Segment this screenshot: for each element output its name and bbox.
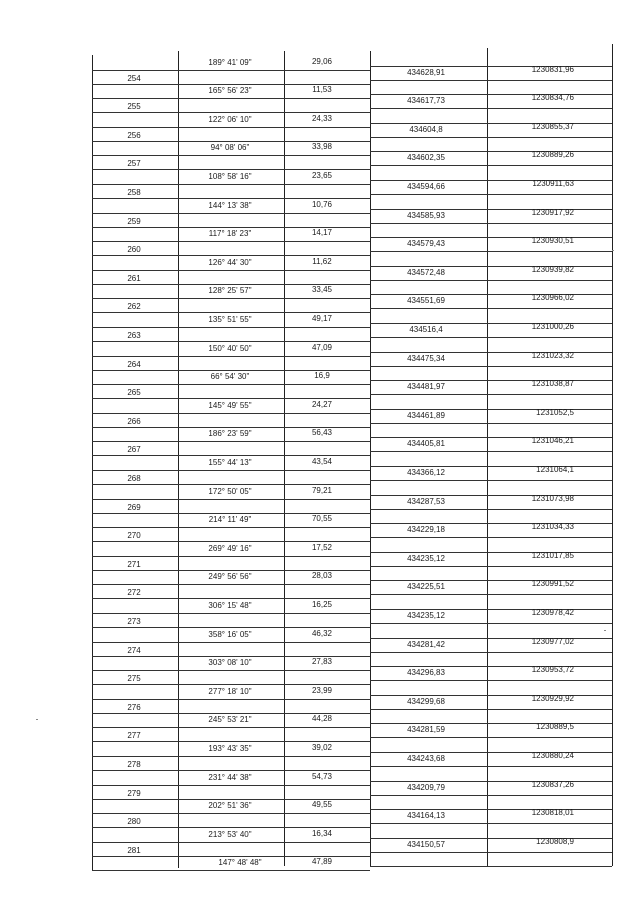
point-number: 261 xyxy=(127,274,141,283)
coordinate-x: 434475,34 xyxy=(407,354,445,363)
coordinate-y: 1231023,32 xyxy=(531,351,574,360)
direction-angle: 128° 25' 57" xyxy=(208,286,252,295)
coordinate-y: 1230837,26 xyxy=(531,780,574,789)
segment-length: 14,17 xyxy=(311,228,333,237)
row-border xyxy=(92,184,370,185)
coordinate-x: 434366,12 xyxy=(407,468,445,477)
direction-angle: 145° 49' 55" xyxy=(208,401,252,410)
row-border xyxy=(370,337,612,338)
point-number: 269 xyxy=(127,503,141,512)
coordinate-y: 1230808,9 xyxy=(536,837,574,846)
segment-length: 23,65 xyxy=(311,171,333,180)
point-number: 260 xyxy=(127,245,141,254)
segment-length: 33,45 xyxy=(311,285,333,294)
row-border xyxy=(92,356,370,357)
direction-angle: 213° 53' 40" xyxy=(208,830,252,839)
row-border xyxy=(370,423,612,424)
row-border xyxy=(92,70,370,71)
segment-length: 39,02 xyxy=(311,743,333,752)
direction-angle: 66° 54' 30" xyxy=(210,372,250,381)
segment-length: 49,55 xyxy=(311,800,333,809)
point-number: 267 xyxy=(127,445,141,454)
row-border xyxy=(92,613,370,614)
point-number: 279 xyxy=(127,789,141,798)
direction-angle: 117° 18' 23" xyxy=(208,229,252,238)
coordinate-x: 434585,93 xyxy=(407,211,445,220)
coordinate-x: 434579,43 xyxy=(407,239,445,248)
coordinate-y: 1230917,92 xyxy=(531,208,574,217)
row-border xyxy=(370,480,612,481)
coordinate-y: 1230977,02 xyxy=(531,637,574,646)
column-border xyxy=(92,55,93,871)
row-border xyxy=(370,394,612,395)
direction-angle: 147° 48' 48" xyxy=(218,858,262,867)
direction-angle: 245° 53' 21" xyxy=(208,715,252,724)
row-border xyxy=(92,341,370,342)
segment-length: 33,98 xyxy=(311,142,333,151)
direction-angle: 214° 11' 49" xyxy=(208,515,252,524)
column-border xyxy=(487,48,488,866)
segment-length: 24,27 xyxy=(311,400,333,409)
row-border xyxy=(92,699,370,700)
row-border xyxy=(370,308,612,309)
segment-length: 46,32 xyxy=(311,629,333,638)
coordinate-y: 1230966,02 xyxy=(531,293,574,302)
coordinate-x: 434461,89 xyxy=(407,411,445,420)
point-number: 255 xyxy=(127,102,141,111)
direction-angle: 306° 15' 48" xyxy=(208,601,252,610)
row-border xyxy=(92,756,370,757)
column-border xyxy=(370,51,371,866)
segment-length: 10,76 xyxy=(311,200,333,209)
row-border xyxy=(92,584,370,585)
point-number: 272 xyxy=(127,588,141,597)
row-border xyxy=(92,98,370,99)
segment-length: 43,54 xyxy=(311,457,333,466)
direction-angle: 249° 56' 56" xyxy=(208,572,252,581)
coordinate-x: 434604,8 xyxy=(409,125,443,134)
point-number: 259 xyxy=(127,217,141,226)
segment-length: 27,83 xyxy=(311,657,333,666)
coordinate-y: 1231000,26 xyxy=(531,322,574,331)
row-border xyxy=(370,823,612,824)
coordinate-y: 1230818,01 xyxy=(531,808,574,817)
segment-length: 47,09 xyxy=(311,343,333,352)
column-border xyxy=(284,51,285,866)
row-border xyxy=(370,137,612,138)
point-number: 276 xyxy=(127,703,141,712)
row-border xyxy=(92,770,370,771)
point-number: 271 xyxy=(127,560,141,569)
coordinate-y: 1230834,76 xyxy=(531,93,574,102)
scan-speck xyxy=(612,250,614,251)
direction-angle: 231° 44' 38" xyxy=(208,773,252,782)
segment-length: 16,25 xyxy=(311,600,333,609)
row-border xyxy=(370,795,612,796)
coordinate-y: 1230953,72 xyxy=(531,665,574,674)
coordinate-x: 434235,12 xyxy=(407,554,445,563)
row-border xyxy=(92,312,370,313)
direction-angle: 150° 40' 50" xyxy=(208,344,252,353)
direction-angle: 269° 49' 16" xyxy=(208,544,252,553)
row-border xyxy=(92,298,370,299)
coordinate-y: 1230911,63 xyxy=(532,179,574,188)
segment-length: 70,55 xyxy=(311,514,333,523)
coordinate-x: 434551,69 xyxy=(407,296,445,305)
point-number: 277 xyxy=(127,731,141,740)
coordinate-x: 434225,51 xyxy=(407,582,445,591)
coordinate-y: 1230978,42 xyxy=(531,608,574,617)
point-number: 256 xyxy=(127,131,141,140)
segment-length: 47,89 xyxy=(311,857,333,866)
point-number: 273 xyxy=(127,617,141,626)
direction-angle: 189° 41' 09" xyxy=(208,58,252,67)
coordinate-x: 434628,91 xyxy=(407,68,445,77)
coordinate-y: 1230939,82 xyxy=(531,265,574,274)
row-border xyxy=(370,280,612,281)
direction-angle: 108° 58' 16" xyxy=(208,172,252,181)
row-border xyxy=(370,223,612,224)
row-border xyxy=(92,627,370,628)
segment-length: 28,03 xyxy=(311,571,333,580)
segment-length: 29,06 xyxy=(311,57,333,66)
coordinate-x: 434296,83 xyxy=(407,668,445,677)
row-border xyxy=(370,80,612,81)
row-border xyxy=(92,684,370,685)
row-border xyxy=(92,670,370,671)
row-border xyxy=(92,484,370,485)
row-border xyxy=(92,842,370,843)
coordinate-y: 1231034,33 xyxy=(531,522,574,531)
row-border xyxy=(370,366,612,367)
point-number: 274 xyxy=(127,646,141,655)
coordinate-x: 434572,48 xyxy=(407,268,445,277)
row-border xyxy=(92,155,370,156)
row-border xyxy=(370,251,612,252)
coordinate-x: 434594,66 xyxy=(407,182,445,191)
point-number: 275 xyxy=(127,674,141,683)
row-border xyxy=(370,680,612,681)
coordinate-y: 1230991,52 xyxy=(531,579,574,588)
row-border xyxy=(92,598,370,599)
row-border xyxy=(92,241,370,242)
coordinate-y: 1231017,85 xyxy=(531,551,574,560)
coordinate-x: 434617,73 xyxy=(407,96,445,105)
row-border xyxy=(92,441,370,442)
row-border xyxy=(370,623,612,624)
direction-angle: 172° 50' 05" xyxy=(208,487,252,496)
row-border xyxy=(92,870,370,871)
segment-length: 79,21 xyxy=(311,486,333,495)
row-border xyxy=(92,827,370,828)
coordinate-y: 1230889,26 xyxy=(531,150,574,159)
row-border xyxy=(92,384,370,385)
scan-speck xyxy=(36,719,38,720)
row-border xyxy=(370,737,612,738)
row-border xyxy=(370,709,612,710)
segment-length: 16,34 xyxy=(311,829,333,838)
point-number: 268 xyxy=(127,474,141,483)
coordinate-x: 434243,68 xyxy=(407,754,445,763)
column-border xyxy=(612,44,613,866)
coordinate-y: 1231064,1 xyxy=(536,465,574,474)
row-border xyxy=(92,169,370,170)
segment-length: 11,62 xyxy=(312,257,332,266)
coordinate-y: 1231046,21 xyxy=(531,436,574,445)
coordinate-y: 1230880,24 xyxy=(531,751,574,760)
coordinate-y: 1231073,98 xyxy=(531,494,574,503)
coordinate-x: 434281,59 xyxy=(407,725,445,734)
row-border xyxy=(92,785,370,786)
column-border xyxy=(178,51,179,868)
coordinate-x: 434405,81 xyxy=(407,439,445,448)
row-border xyxy=(370,594,612,595)
coordinate-y: 1231052,5 xyxy=(536,408,574,417)
point-number: 262 xyxy=(127,302,141,311)
point-number: 281 xyxy=(127,846,141,855)
point-number: 263 xyxy=(127,331,141,340)
row-border xyxy=(370,537,612,538)
segment-length: 24,33 xyxy=(311,114,333,123)
coordinate-y: 1231038,87 xyxy=(531,379,574,388)
row-border xyxy=(370,194,612,195)
row-border xyxy=(92,470,370,471)
segment-length: 44,28 xyxy=(311,714,333,723)
row-border xyxy=(92,527,370,528)
direction-angle: 277° 18' 10" xyxy=(208,687,252,696)
segment-length: 17,52 xyxy=(311,543,333,552)
row-border xyxy=(92,556,370,557)
row-border xyxy=(370,866,612,867)
coordinate-x: 434229,18 xyxy=(407,525,445,534)
row-border xyxy=(370,652,612,653)
direction-angle: 303° 08' 10" xyxy=(208,658,252,667)
point-number: 254 xyxy=(127,74,141,83)
coordinate-x: 434150,57 xyxy=(407,840,445,849)
point-number: 265 xyxy=(127,388,141,397)
point-number: 280 xyxy=(127,817,141,826)
direction-angle: 155° 44' 13" xyxy=(208,458,252,467)
segment-length: 11,53 xyxy=(312,85,332,94)
row-border xyxy=(370,566,612,567)
coordinate-x: 434164,13 xyxy=(407,811,445,820)
coordinate-x: 434235,12 xyxy=(407,611,445,620)
row-border xyxy=(92,327,370,328)
row-border xyxy=(92,213,370,214)
direction-angle: 94° 08' 06" xyxy=(210,143,250,152)
direction-angle: 165° 56' 23" xyxy=(208,86,252,95)
coordinate-y: 1230889,5 xyxy=(536,722,574,731)
coordinate-x: 434602,35 xyxy=(407,153,445,162)
row-border xyxy=(92,813,370,814)
row-border xyxy=(92,741,370,742)
row-border xyxy=(92,455,370,456)
point-number: 257 xyxy=(127,159,141,168)
row-border xyxy=(370,852,612,853)
row-border xyxy=(370,451,612,452)
coordinate-y: 1230930,51 xyxy=(531,236,574,245)
coordinate-x: 434481,97 xyxy=(407,382,445,391)
direction-angle: 186° 23' 59" xyxy=(208,429,252,438)
direction-angle: 193° 43' 35" xyxy=(208,744,252,753)
row-border xyxy=(92,413,370,414)
point-number: 258 xyxy=(127,188,141,197)
direction-angle: 126° 44' 30" xyxy=(208,258,252,267)
row-border xyxy=(92,127,370,128)
direction-angle: 202° 51' 36" xyxy=(208,801,252,810)
segment-length: 16,9 xyxy=(314,371,330,380)
coordinate-y: 1230855,37 xyxy=(531,122,574,131)
direction-angle: 135° 51' 55" xyxy=(208,315,252,324)
row-border xyxy=(92,255,370,256)
row-border xyxy=(92,642,370,643)
coordinate-x: 434299,68 xyxy=(407,697,445,706)
segment-length: 56,43 xyxy=(311,428,333,437)
coordinate-x: 434287,53 xyxy=(407,497,445,506)
row-border xyxy=(92,541,370,542)
coordinate-x: 434516,4 xyxy=(409,325,443,334)
coordinate-x: 434209,79 xyxy=(407,783,445,792)
row-border xyxy=(92,398,370,399)
row-border xyxy=(370,766,612,767)
row-border xyxy=(370,509,612,510)
scan-speck xyxy=(604,630,606,631)
coordinate-y: 1230831,96 xyxy=(531,65,574,74)
point-number: 266 xyxy=(127,417,141,426)
coordinate-x: 434281,42 xyxy=(407,640,445,649)
row-border xyxy=(92,198,370,199)
row-border xyxy=(92,499,370,500)
direction-angle: 144° 13' 38" xyxy=(208,201,252,210)
point-number: 278 xyxy=(127,760,141,769)
segment-length: 23,99 xyxy=(311,686,333,695)
row-border xyxy=(92,727,370,728)
row-border xyxy=(92,270,370,271)
row-border xyxy=(370,108,612,109)
point-number: 270 xyxy=(127,531,141,540)
segment-length: 49,17 xyxy=(311,314,333,323)
row-border xyxy=(370,165,612,166)
coordinate-y: 1230929,92 xyxy=(531,694,574,703)
point-number: 264 xyxy=(127,360,141,369)
direction-angle: 122° 06' 10" xyxy=(208,115,252,124)
direction-angle: 358° 16' 05" xyxy=(208,630,252,639)
segment-length: 54,73 xyxy=(311,772,333,781)
row-border xyxy=(92,112,370,113)
